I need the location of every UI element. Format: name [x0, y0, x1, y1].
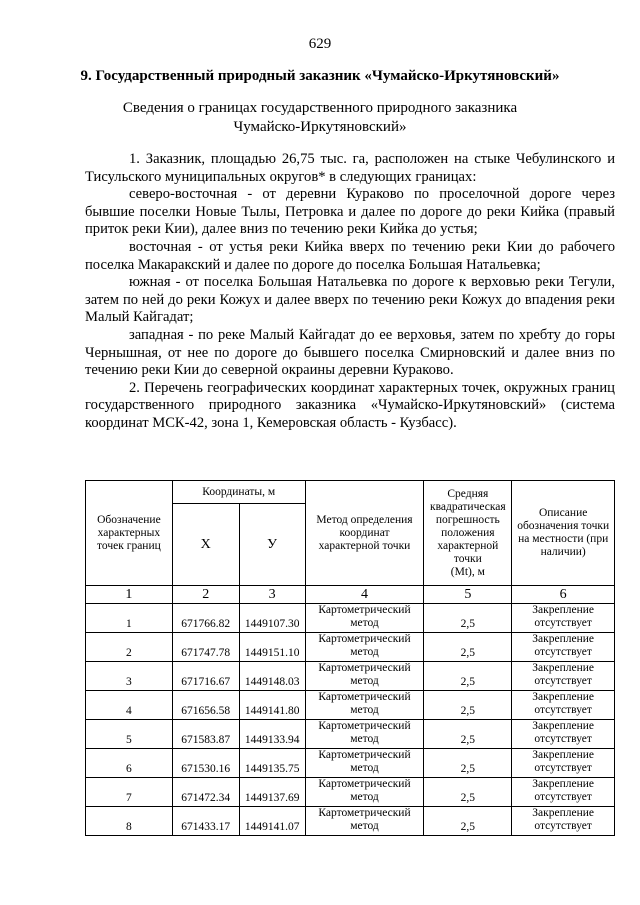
header-x: Х — [172, 504, 239, 586]
method-line: Картометрический — [318, 691, 411, 703]
coord-y: 1449151.10 — [239, 633, 305, 662]
table-row — [86, 662, 615, 691]
description-cell — [512, 807, 615, 836]
point-number: 1 — [86, 604, 173, 633]
header-designation: Обозначение характерных точек границ — [86, 481, 173, 586]
description-line: отсутствует — [534, 820, 592, 832]
error-value: 2,5 — [424, 749, 512, 778]
section-subheading: Сведения о границах государственного природного заказника Чумайско-Иркутяновский» — [122, 100, 518, 135]
description-cell — [512, 749, 615, 778]
body-text — [85, 151, 615, 433]
description-line: отсутствует — [534, 675, 592, 687]
method-line: Картометрический — [318, 633, 411, 645]
col-number: 4 — [305, 586, 424, 604]
description-line: отсутствует — [534, 762, 592, 774]
coord-x: 671472.34 — [172, 778, 239, 807]
description-line: отсутствует — [534, 617, 592, 629]
description-cell — [512, 778, 615, 807]
coord-x: 671747.78 — [172, 633, 239, 662]
coord-x: 671530.16 — [172, 749, 239, 778]
description-line: Закрепление — [532, 604, 595, 616]
description-line: Закрепление — [532, 807, 595, 819]
point-number: 5 — [86, 720, 173, 749]
method-cell — [305, 633, 424, 662]
table-row — [86, 604, 615, 633]
col-number: 5 — [424, 586, 512, 604]
header-description: Описание обозначения точки на местности (при наличии) — [512, 481, 615, 586]
method-cell — [305, 778, 424, 807]
method-line: метод — [350, 617, 379, 629]
paragraph: 1. Заказник, площадью 26,75 тыс. га, расположен на стыке Чебулинского и Тисульского муниципальных округов* в следующих границах: — [85, 151, 615, 185]
col-number: 6 — [512, 586, 615, 604]
coord-x: 671433.17 — [172, 807, 239, 836]
description-cell — [512, 604, 615, 633]
col-number: 1 — [86, 586, 173, 604]
method-line: метод — [350, 791, 379, 803]
description-line: Закрепление — [532, 662, 595, 674]
description-line: отсутствует — [534, 704, 592, 716]
coord-y: 1449107.30 — [239, 604, 305, 633]
method-line: Картометрический — [318, 720, 411, 732]
description-line: отсутствует — [534, 791, 592, 803]
page-number: 629 — [308, 36, 332, 52]
section-heading: 9. Государственный природный заказник «Чумайско-Иркутяновский» — [80, 68, 560, 84]
method-cell — [305, 691, 424, 720]
coord-y: 1449141.07 — [239, 807, 305, 836]
error-value: 2,5 — [424, 807, 512, 836]
error-value: 2,5 — [424, 604, 512, 633]
point-number: 2 — [86, 633, 173, 662]
coord-x: 671656.58 — [172, 691, 239, 720]
coord-y: 1449133.94 — [239, 720, 305, 749]
coord-y: 1449141.80 — [239, 691, 305, 720]
table-row — [86, 720, 615, 749]
description-line: Закрепление — [532, 633, 595, 645]
description-line: отсутствует — [534, 733, 592, 745]
paragraph: южная - от поселка Большая Натальевка по дороге к верховью реки Тегули, затем по ней до реки Кожух и далее вверх по течению реки Кожух до впадения реки Малый Кайгадат; — [85, 274, 615, 326]
paragraph: северо-восточная - от деревни Кураково по проселочной дороге через бывшие поселки Новые Тылы, Петровка и далее по дороге до реки Кийка (правый приток реки Кии), далее вниз по течению реки Кийка до устья; — [85, 186, 615, 238]
method-line: метод — [350, 733, 379, 745]
method-line: Картометрический — [318, 807, 411, 819]
method-line: метод — [350, 646, 379, 658]
table-row — [86, 778, 615, 807]
paragraph: 2. Перечень географических координат характерных точек, окружных границ государственного природного заказника «Чумайско-Иркутяновский» (система координат МСК-42, зона 1, Кемеровская область - Кузбасс). — [85, 379, 615, 431]
coord-x: 671716.67 — [172, 662, 239, 691]
coord-y: 1449148.03 — [239, 662, 305, 691]
error-value: 2,5 — [424, 778, 512, 807]
point-number: 6 — [86, 749, 173, 778]
method-cell — [305, 604, 424, 633]
error-value: 2,5 — [424, 720, 512, 749]
table-row — [86, 749, 615, 778]
description-cell — [512, 720, 615, 749]
table-row — [86, 633, 615, 662]
method-cell — [305, 720, 424, 749]
method-cell — [305, 662, 424, 691]
error-value: 2,5 — [424, 691, 512, 720]
method-line: Картометрический — [318, 662, 411, 674]
header-error — [424, 481, 512, 586]
column-numbers-row — [86, 586, 615, 604]
method-line: Картометрический — [318, 749, 411, 761]
description-cell — [512, 662, 615, 691]
method-line: Картометрический — [318, 604, 411, 616]
col-number: 3 — [239, 586, 305, 604]
description-line: Закрепление — [532, 691, 595, 703]
method-line: метод — [350, 704, 379, 716]
paragraph: восточная - от устья реки Кийка вверх по течению реки Кии до рабочего поселка Макаракский и далее по дороге до поселка Большая Натальевка; — [85, 238, 615, 273]
error-value: 2,5 — [424, 662, 512, 691]
header-y: У — [239, 504, 305, 586]
coord-x: 671766.82 — [172, 604, 239, 633]
coord-x: 671583.87 — [172, 720, 239, 749]
description-cell — [512, 633, 615, 662]
method-line: метод — [350, 762, 379, 774]
header-error-text: Средняя квадратическая погрешность положения характерной точки — [430, 487, 506, 565]
method-line: метод — [350, 675, 379, 687]
description-line: отсутствует — [534, 646, 592, 658]
header-coords: Координаты, м — [172, 481, 305, 504]
coord-y: 1449137.69 — [239, 778, 305, 807]
error-value: 2,5 — [424, 633, 512, 662]
coordinates-table — [85, 480, 615, 836]
header-method: Метод определения координат характерной точки — [305, 481, 424, 586]
point-number: 3 — [86, 662, 173, 691]
method-line: Картометрический — [318, 778, 411, 790]
header-error-unit: (Mt), м — [450, 565, 485, 578]
coord-y: 1449135.75 — [239, 749, 305, 778]
description-line: Закрепление — [532, 720, 595, 732]
description-cell — [512, 691, 615, 720]
point-number: 7 — [86, 778, 173, 807]
method-cell — [305, 807, 424, 836]
table-row — [86, 807, 615, 836]
description-line: Закрепление — [532, 749, 595, 761]
point-number: 4 — [86, 691, 173, 720]
point-number: 8 — [86, 807, 173, 836]
table-row — [86, 691, 615, 720]
description-line: Закрепление — [532, 778, 595, 790]
method-line: метод — [350, 820, 379, 832]
paragraph: западная - по реке Малый Кайгадат до ее верховья, затем по хребту до горы Чернышная, от нее по дороге до бывшего поселка Смирновский и далее вниз по течению реки Кии до северной окраины деревни Кураково. — [85, 326, 615, 379]
col-number: 2 — [172, 586, 239, 604]
method-cell — [305, 749, 424, 778]
